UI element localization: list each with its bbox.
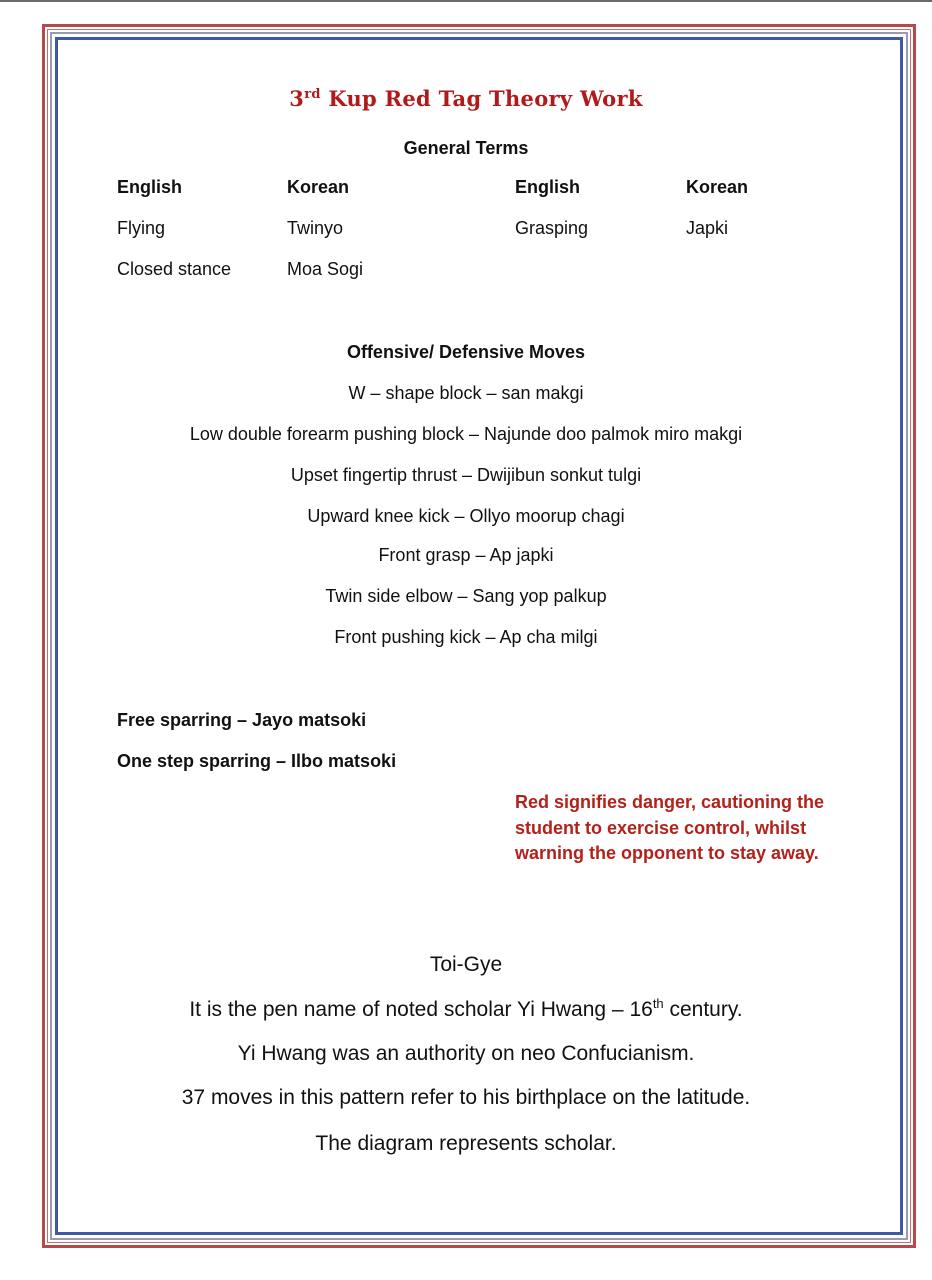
move-item: Front grasp – Ap japki <box>378 545 554 565</box>
move-item: Low double forearm pushing block – Najunde doo palmok miro makgi <box>189 424 743 444</box>
term-english: Grasping <box>515 218 589 238</box>
pattern-line1-ordinal: th <box>652 996 664 1011</box>
free-sparring: Free sparring – Jayo matsoki <box>117 710 367 730</box>
term-korean: Japki <box>686 218 729 238</box>
title-text: Kup Red Tag Theory Work <box>320 86 643 111</box>
term-korean: Twinyo <box>287 218 344 238</box>
move-item: Twin side elbow – Sang yop palkup <box>325 586 607 606</box>
header-korean-2: Korean <box>686 177 749 197</box>
pattern-line1-text: It is the pen name of noted scholar Yi Hwang – 16 <box>189 998 653 1021</box>
term-korean: Moa Sogi <box>287 259 364 279</box>
move-item: Front pushing kick – Ap cha milgi <box>334 627 598 647</box>
pattern-line1-end: century. <box>663 998 743 1021</box>
moves-heading: Offensive/ Defensive Moves <box>346 342 586 362</box>
one-step-sparring: One step sparring – Ilbo matsoki <box>117 751 397 771</box>
pattern-name: Toi-Gye <box>429 953 503 976</box>
move-item: W – shape block – san makgi <box>348 383 584 403</box>
pattern-description-line: Yi Hwang was an authority on neo Confucianism. <box>237 1042 695 1065</box>
move-item: Upset fingertip thrust – Dwijibun sonkut tulgi <box>290 465 642 485</box>
header-korean-1: Korean <box>287 177 350 197</box>
pattern-description-line <box>0 996 932 1022</box>
title-number: 3 <box>289 86 305 111</box>
move-item: Upward knee kick – Ollyo moorup chagi <box>307 506 625 526</box>
top-edge-line <box>0 0 932 2</box>
pattern-description-line: The diagram represents scholar. <box>315 1132 617 1155</box>
page-title <box>0 86 932 111</box>
header-english-1: English <box>117 177 183 197</box>
title-ordinal: rd <box>304 87 321 102</box>
term-english: Closed stance <box>117 259 232 279</box>
header-english-2: English <box>515 177 581 197</box>
red-meaning-note: Red signifies danger, cautioning the student to exercise control, whilst warning the opponent to stay away. <box>515 792 825 863</box>
term-english: Flying <box>117 218 166 238</box>
pattern-description-line: 37 moves in this pattern refer to his birthplace on the latitude. <box>181 1086 751 1109</box>
general-terms-heading: General Terms <box>403 138 529 158</box>
